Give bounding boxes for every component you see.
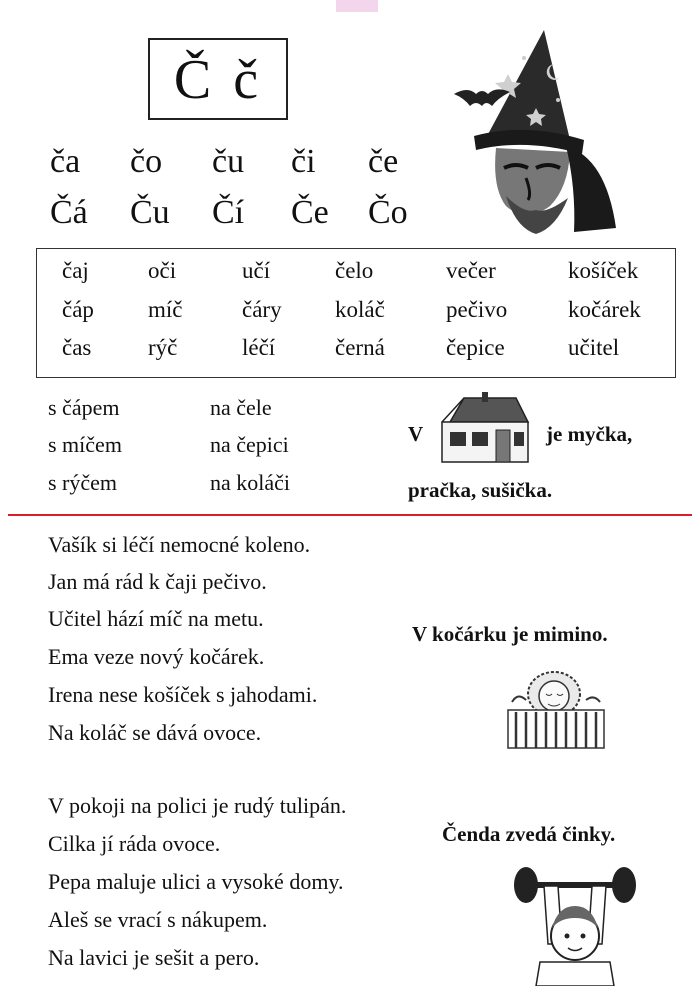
house-caption-text: je myčka,	[546, 422, 633, 446]
sentence: Na koláč se dává ovoce.	[48, 720, 262, 745]
phrase: s rýčem	[48, 470, 118, 495]
syllable: či	[291, 143, 316, 180]
word-cell: čelo	[335, 258, 374, 283]
syllable: Čá	[50, 194, 88, 231]
word-cell: košíček	[568, 258, 639, 283]
sentence: Vašík si léčí nemocné koleno.	[48, 532, 311, 557]
house-caption-line2: pračka, sušička.	[408, 478, 553, 502]
sentence: Jan má rád k čaji pečivo.	[48, 569, 267, 594]
baby-caption: V kočárku je mimino.	[412, 622, 608, 646]
word-cell: čas	[62, 335, 92, 360]
word-cell: čáp	[62, 297, 94, 322]
sentence: Pepa maluje ulici a vysoké domy.	[48, 869, 344, 894]
phrase: na koláči	[210, 470, 291, 495]
word-cell: večer	[446, 258, 496, 283]
syllable: Čí	[212, 194, 245, 231]
word-cell: učitel	[568, 335, 620, 360]
boy-lifting-weights-illustration	[510, 864, 640, 986]
house-caption-v: V	[408, 422, 424, 446]
pink-page-tab	[336, 0, 378, 12]
word-cell: učí	[242, 258, 271, 283]
syllable: Če	[291, 194, 329, 231]
sentence: Cilka jí ráda ovoce.	[48, 831, 221, 856]
sentence: Ema veze nový kočárek.	[48, 644, 265, 669]
word-cell: rýč	[148, 335, 178, 360]
word-cell: léčí	[242, 335, 276, 360]
sentence: Učitel hází míč na metu.	[48, 606, 264, 631]
word-cell: koláč	[335, 297, 385, 322]
wizard-illustration	[446, 28, 626, 238]
phrase: s míčem	[48, 432, 122, 457]
letter-title: Č č	[148, 38, 288, 120]
weights-caption: Čenda zvedá činky.	[442, 822, 616, 846]
sentence: V pokoji na polici je rudý tulipán.	[48, 793, 347, 818]
baby-in-pram-illustration	[500, 664, 610, 750]
word-cell: míč	[148, 297, 183, 322]
phrase: s čápem	[48, 395, 120, 420]
sentence: Aleš se vrací s nákupem.	[48, 907, 268, 932]
syllable: če	[368, 143, 399, 180]
syllable: Čo	[368, 194, 408, 231]
word-cell: čepice	[446, 335, 505, 360]
word-cell: čáry	[242, 297, 282, 322]
syllable: ča	[50, 143, 81, 180]
word-cell: pečivo	[446, 297, 508, 322]
phrase: na čele	[210, 395, 272, 420]
word-cell: černá	[335, 335, 385, 360]
section-divider	[8, 514, 692, 516]
sentence: Irena nese košíček s jahodami.	[48, 682, 318, 707]
word-cell: čaj	[62, 258, 89, 283]
house-icon	[438, 392, 532, 468]
syllable: Ču	[130, 194, 170, 231]
word-cell: oči	[148, 258, 177, 283]
word-cell: kočárek	[568, 297, 641, 322]
sentence: Na lavici je sešit a pero.	[48, 945, 260, 970]
syllable: čo	[130, 143, 163, 180]
phrase: na čepici	[210, 432, 289, 457]
syllable: ču	[212, 143, 245, 180]
